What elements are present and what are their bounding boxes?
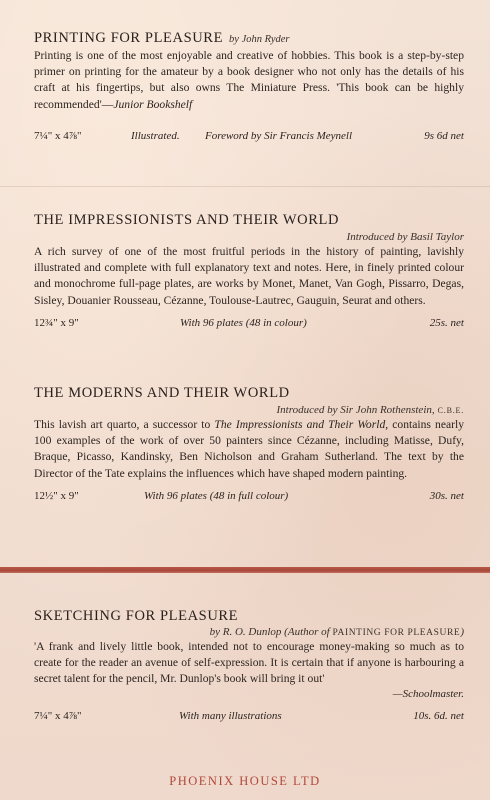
book-title: THE IMPRESSIONISTS AND THEIR WORLD <box>34 212 340 228</box>
description-source: Junior Bookshelf <box>113 97 193 111</box>
book-entry-sketching-for-pleasure <box>34 608 464 726</box>
book-introducer-credit: C.B.E. <box>437 406 464 415</box>
description-reference: The Impressionists and Their World <box>214 418 386 431</box>
book-dimensions: 12¾" x 9" <box>34 316 79 329</box>
book-author-line <box>34 626 464 638</box>
decorative-red-band <box>0 567 490 573</box>
book-author-close: ) <box>460 626 464 638</box>
book-author-previous-work: PAINTING FOR PLEASURE <box>332 628 461 638</box>
section-divider <box>0 186 490 187</box>
book-details <box>34 317 464 333</box>
book-plates: With 96 plates (48 in colour) <box>180 316 307 329</box>
book-description <box>34 417 464 482</box>
book-introduced-by: Introduced by Sir John Rothenstein, <box>276 404 435 416</box>
book-description: 'A frank and lively little book, intended not to encourage money-making so much as to create for the reader an avenue of self-expression. It is certain that if anyone is harbouring a secret talent for the pencil, Mr. Dunlop's book will bring it out' <box>34 640 464 686</box>
book-details <box>34 710 464 726</box>
description-text-continued: , contains nearly 100 examples of the work of over 50 painters since Cézanne, including Matisse, Dufy, Braque, Picasso, Kandinsky, Ben Nicholson and Graham Sutherland. The text by the Director of the Tate explains the influences which have shaped modern painting. <box>34 418 464 480</box>
book-entry-printing-for-pleasure <box>34 27 464 146</box>
book-dimensions: 7¼" x 4⅞" <box>34 129 82 142</box>
book-title-line <box>34 27 464 47</box>
book-price: 9s 6d net <box>424 129 464 142</box>
book-entry-moderns <box>34 385 464 506</box>
description-text: Printing is one of the most enjoyable and creative of hobbies. This book is a step-by-step primer on printing for the amateur by a book designer who not only has the details of his craft at his fingertips, but also owns The Miniature Press. 'This book can be highly recommended'— <box>34 49 464 111</box>
book-introduced-by-line <box>34 404 464 416</box>
book-author: by John Ryder <box>229 34 290 45</box>
book-entry-impressionists <box>34 212 464 333</box>
publisher-name: PHOENIX HOUSE LTD <box>169 774 321 788</box>
book-dimensions: 7¼" x 4⅞" <box>34 709 82 722</box>
book-description: A rich survey of one of the most fruitful periods in the history of painting, lavishly illustrated and complete with full explanatory text and notes. Here, in finely printed colour and monochrome full-page plates, are works by Monet, Manet, Van Gogh, Pissarro, Degas, Sisley, Douanier Rousseau, Cézanne, Toulouse-Lautrec, Gauguin, Seurat and others. <box>34 245 464 307</box>
book-price: 30s. net <box>429 489 464 502</box>
book-price: 10s. 6d. net <box>413 709 464 722</box>
book-illustrated: Illustrated. <box>131 129 180 142</box>
book-title: SKETCHING FOR PLEASURE <box>34 608 239 624</box>
book-description <box>34 48 464 113</box>
book-details <box>34 490 464 506</box>
book-price: 25s. net <box>429 316 464 329</box>
book-illustrations: With many illustrations <box>179 709 282 722</box>
book-title: PRINTING FOR PLEASURE <box>34 30 224 46</box>
book-dimensions: 12½" x 9" <box>34 489 79 502</box>
description-text: This lavish art quarto, a successor to <box>34 418 215 431</box>
book-foreword: Foreword by Sir Francis Meynell <box>205 129 353 142</box>
book-author: by R. O. Dunlop (Author of <box>209 626 333 638</box>
book-plates: With 96 plates (48 in full colour) <box>144 489 289 502</box>
book-details <box>34 130 464 146</box>
book-quote-source: —Schoolmaster. <box>392 687 464 700</box>
book-introduced-by: Introduced by Basil Taylor <box>346 231 464 243</box>
book-title: THE MODERNS AND THEIR WORLD <box>34 385 290 401</box>
